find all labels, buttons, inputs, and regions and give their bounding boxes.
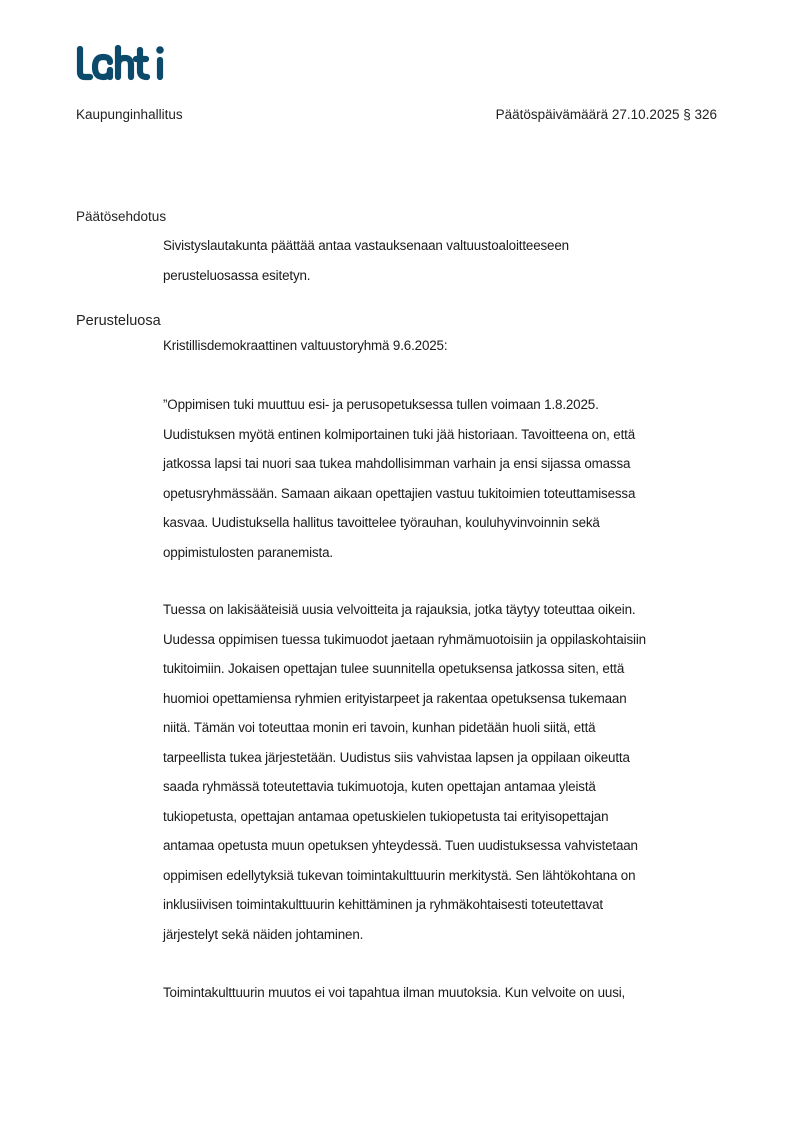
paragraph-line: niitä. Tämän voi toteuttaa monin eri tavoin, kunhan pidetään huoli siitä, että <box>163 720 596 735</box>
paragraph-line: opetusryhmässään. Samaan aikaan opettajien vastuu tukitoimien toteuttamisessa <box>163 485 636 501</box>
proposal-text <box>163 237 723 296</box>
paragraph-line: tukitoimiin. Jokaisen opettajan tulee suunnitella opetuksensa jatkossa siten, että <box>163 661 625 676</box>
paragraph-line: järjestelyt sekä näiden johtaminen. <box>163 926 364 942</box>
proposal-heading: Päätösehdotus <box>76 209 167 224</box>
paragraph-line: Uudessa oppimisen tuessa tukimuodot jaetaan ryhmämuotoisiin ja oppilaskohtaisiin <box>163 631 646 647</box>
rationale-paragraph-3 <box>163 984 723 1014</box>
lahti-logo <box>74 40 170 84</box>
proposal-line: Sivistyslautakunta päättää antaa vastauksenaan valtuustoaloitteeseen <box>163 238 569 253</box>
rationale-heading: Perusteluosa <box>76 313 161 329</box>
paragraph-line: saada ryhmässä toteutettavia tukimuotoja, kuten opettajan antamaa yleistä <box>163 779 596 794</box>
paragraph-line: antamaa opetusta muun opetuksen yhteydessä. Tuen uudistuksessa vahvistetaan <box>163 838 638 853</box>
paragraph-line: huomioi opettamiensa ryhmien erityistarpeet ja rakentaa opetuksensa tukemaan <box>163 690 627 706</box>
rationale-paragraph-1 <box>163 396 723 573</box>
paragraph-line: kasvaa. Uudistuksella hallitus tavoittelee työrauhan, kouluhyvinvoinnin sekä <box>163 515 600 530</box>
rationale-intro <box>163 337 723 367</box>
paragraph-line: inklusiivisen toimintakulttuurin kehittäminen ja ryhmäkohtaisesti toteutettavat <box>163 897 603 912</box>
paragraph-line: tukiopetusta, opettajan antamaa opetuskielen tukiopetusta tai erityisopettajan <box>163 808 609 824</box>
proposal-line: perusteluosassa esitetyn. <box>163 267 311 283</box>
decision-date: Päätöspäivämäärä 27.10.2025 § 326 <box>495 107 717 122</box>
paragraph-line: Tuessa on lakisääteisiä uusia velvoitteita ja rajauksia, jotka täytyy toteuttaa oikein. <box>163 602 636 617</box>
paragraph-line: tarpeellista tukea järjestetään. Uudistus siis vahvistaa lapsen ja oppilaan oikeutta <box>163 749 630 765</box>
paragraph-line: Toimintakulttuurin muutos ei voi tapahtua ilman muutoksia. Kun velvoite on uusi, <box>163 985 626 1000</box>
paragraph-line: jatkossa lapsi tai nuori saa tukea mahdollisimman varhain ja ensi sijassa omassa <box>163 456 631 471</box>
lahti-logo-mark <box>74 40 170 84</box>
paragraph-line: oppimistulosten paranemista. <box>163 544 333 560</box>
paragraph-line: ”Oppimisen tuki muuttuu esi- ja perusopetuksessa tullen voimaan 1.8.2025. <box>163 397 599 412</box>
organ-name: Kaupunginhallitus <box>76 107 183 122</box>
paragraph-line: oppimisen edellytyksiä tukevan toimintakulttuurin merkitystä. Sen lähtökohtana on <box>163 867 636 883</box>
rationale-paragraph-2 <box>163 601 723 955</box>
intro-line: Kristillisdemokraattinen valtuustoryhmä 9.6.2025: <box>163 338 448 353</box>
paragraph-line: Uudistuksen myötä entinen kolmiportainen tuki jää historiaan. Tavoitteena on, että <box>163 426 636 442</box>
